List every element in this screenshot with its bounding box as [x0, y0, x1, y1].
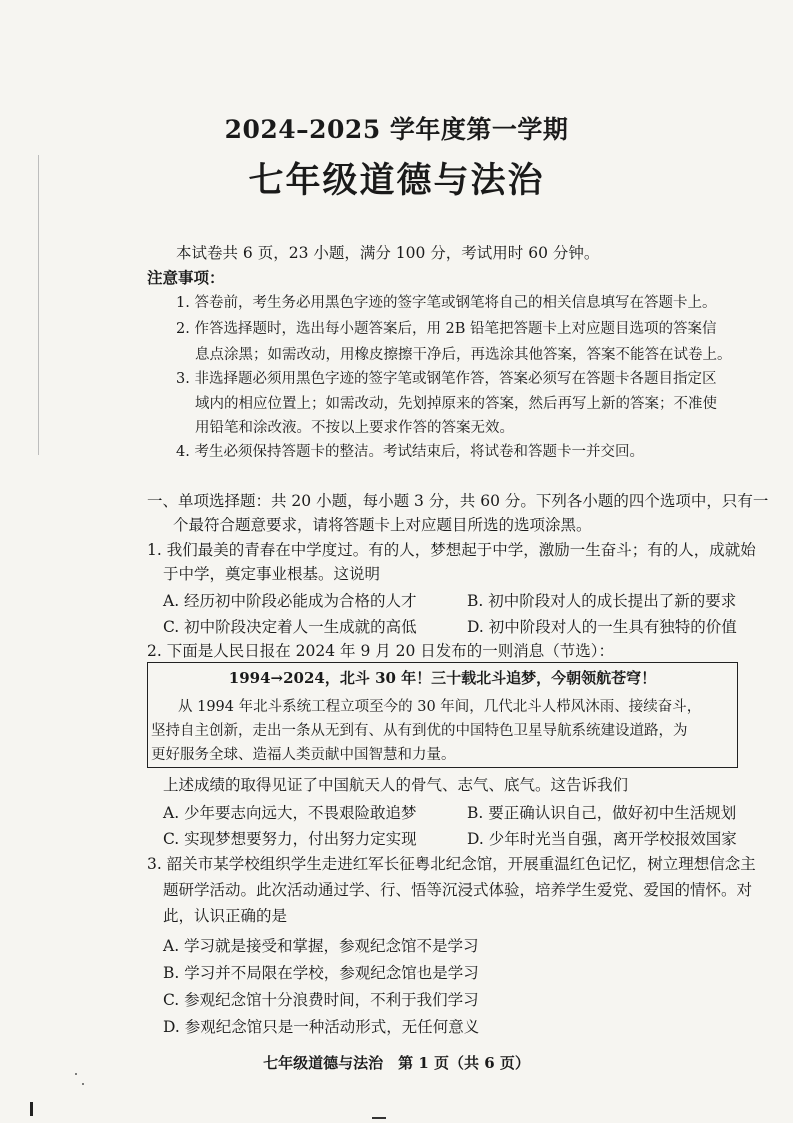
section-instruction: 一、单项选择题：共 20 小题，每小题 3 分，共 60 分。下列各小题的四个选项中，只有一 — [147, 492, 769, 510]
note-line: 息点涂黑；如需改动，用橡皮擦擦干净后，再选涂其他答案，答案不能答在试卷上。 — [195, 347, 732, 363]
question-2-stem: 上述成绩的取得见证了中国航天人的骨气、志气、底气。这告诉我们 — [163, 776, 629, 794]
note-line: 用铅笔和涂改液。不按以上要求作答的答案无效。 — [195, 420, 514, 436]
exam-term-title: 2024–2025 学年度第一学期 — [224, 115, 569, 144]
question-3-stem: 题研学活动。此次活动通过学、行、悟等沉浸式体验，培养学生爱党、爱国的情怀。对 — [163, 881, 753, 899]
note-line: 域内的相应位置上；如需改动，先划掉原来的答案，然后再写上新的答案；不准使 — [195, 396, 717, 412]
scan-dot — [75, 1073, 77, 1075]
question-1-stem: 1. 我们最美的青春在中学度过。有的人，梦想起于中学，激励一生奋斗；有的人，成就始 — [147, 541, 756, 559]
question-3-option-d: D. 参观纪念馆只是一种活动形式，无任何意义 — [163, 1018, 480, 1036]
exam-subject-title: 七年级道德与法治 — [248, 160, 545, 201]
section-instruction: 个最符合题意要求，请将答题卡上对应题目所选的选项涂黑。 — [173, 516, 592, 534]
question-3-option-b: B. 学习并不局限在学校，参观纪念馆也是学习 — [163, 964, 479, 982]
news-line: 从 1994 年北斗系统工程立项至今的 30 年间，几代北斗人栉风沐雨、接续奋斗， — [178, 699, 702, 715]
question-3-option-c: C. 参观纪念馆十分浪费时间，不利于我们学习 — [163, 991, 479, 1009]
question-2-stem: 2. 下面是人民日报在 2024 年 9 月 20 日发布的一则消息（节选）： — [147, 642, 615, 660]
exam-intro: 本试卷共 6 页，23 小题，满分 100 分，考试用时 60 分钟。 — [176, 244, 600, 262]
question-2-option-b: B. 要正确认识自己，做好初中生活规划 — [467, 804, 737, 822]
news-line: 更好服务全球、造福人类贡献中国智慧和力量。 — [151, 747, 456, 763]
scan-dot — [82, 1083, 84, 1085]
question-2-option-a: A. 少年要志向远大，不畏艰险敢追梦 — [163, 804, 417, 822]
notes-heading: 注意事项： — [147, 268, 225, 287]
scan-edge-mark — [30, 1102, 33, 1116]
note-line: 2. 作答选择题时，选出每小题答案后，用 2B 铅笔把答题卡上对应题目选项的答案信 — [176, 321, 717, 337]
news-line: 坚持自主创新，走出一条从无到有、从有到优的中国特色卫星导航系统建设道路，为 — [151, 723, 688, 739]
note-line: 1. 答卷前，考生务必用黑色字迹的签字笔或钢笔将自己的相关信息填写在答题卡上。 — [176, 295, 717, 311]
question-2-option-d: D. 少年时光当自强，离开学校报效国家 — [467, 830, 737, 848]
question-1-option-a: A. 经历初中阶段必能成为合格的人才 — [163, 592, 417, 610]
question-3-stem: 此，认识正确的是 — [163, 907, 288, 925]
note-line: 3. 非选择题必须用黑色字迹的签字笔或钢笔作答，答案必须写在答题卡各题目指定区 — [176, 371, 717, 387]
news-excerpt-box — [147, 662, 738, 768]
question-1-option-b: B. 初中阶段对人的成长提出了新的要求 — [467, 592, 737, 610]
note-line: 4. 考生必须保持答题卡的整洁。考试结束后，将试卷和答题卡一并交回。 — [176, 444, 644, 460]
page-footer: 七年级道德与法治 第 1 页（共 6 页） — [263, 1054, 530, 1072]
question-1-option-c: C. 初中阶段决定着人一生成就的高低 — [163, 618, 417, 636]
question-1-stem: 于中学，奠定事业根基。这说明 — [163, 565, 381, 583]
news-headline: 1994→2024，北斗 30 年！三十载北斗追梦，今朝领航苍穹！ — [228, 669, 657, 687]
question-3-option-a: A. 学习就是接受和掌握，参观纪念馆不是学习 — [163, 937, 479, 955]
question-1-option-d: D. 初中阶段对人的一生具有独特的价值 — [467, 618, 737, 636]
scan-bottom-dash — [372, 1117, 386, 1119]
question-3-stem: 3. 韶关市某学校组织学生走进红军长征粤北纪念馆，开展重温红色记忆，树立理想信念主 — [147, 855, 756, 873]
question-2-option-c: C. 实现梦想要努力，付出努力定实现 — [163, 830, 417, 848]
